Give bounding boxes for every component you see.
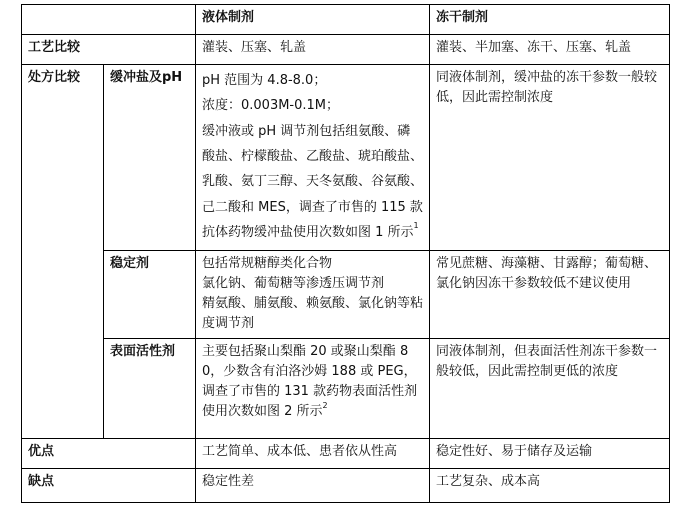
header-row xyxy=(22,5,670,35)
advantages-row xyxy=(22,438,670,468)
stabilizer-row xyxy=(22,251,670,339)
surfactant-label: 表面活性剂 xyxy=(104,338,196,438)
process-liquid: 灌装、压塞、轧盖 xyxy=(196,35,430,65)
surfactant-row xyxy=(22,338,670,438)
surfactant-liquid-cell xyxy=(196,338,430,438)
advantages-lyophilized: 稳定性好、易于储存及运输 xyxy=(430,438,670,468)
formulation-label: 处方比较 xyxy=(22,65,104,439)
buffer-liquid-cell xyxy=(196,65,430,251)
disadvantages-liquid: 稳定性差 xyxy=(196,468,430,502)
process-row xyxy=(22,35,670,65)
stabilizer-liquid: 包括常规糖醇类化合物 氯化钠、葡萄糖等渗透压调节剂 精氨酸、脯氨酸、赖氨酸、氯化钠等粘度调节剂 xyxy=(196,251,430,339)
header-lyophilized: 冻干制剂 xyxy=(430,5,670,35)
buffer-row xyxy=(22,65,670,251)
advantages-label: 优点 xyxy=(22,438,196,468)
disadvantages-row xyxy=(22,468,670,502)
buffer-lyophilized: 同液体制剂，缓冲盐的冻干参数一般较低，因此需控制浓度 xyxy=(430,65,670,251)
surfactant-liquid: 主要包括聚山梨酯 20 或聚山梨酯 80，少数含有泊洛沙姆 188 或 PEG，调查了市售的 131 款药物表面活性剂使用次数如图 2 所示 xyxy=(202,343,418,419)
process-lyophilized: 灌装、半加塞、冻干、压塞、轧盖 xyxy=(430,35,670,65)
buffer-liquid-ref: 1 xyxy=(413,221,419,231)
comparison-table xyxy=(21,4,670,503)
stabilizer-lyophilized: 常见蔗糖、海藻糖、甘露醇；葡萄糖、氯化钠因冻干参数较低不建议使用 xyxy=(430,251,670,339)
process-label: 工艺比较 xyxy=(22,35,196,65)
header-liquid: 液体制剂 xyxy=(196,5,430,35)
disadvantages-label: 缺点 xyxy=(22,468,196,502)
buffer-liquid: pH 范围为 4.8-8.0； 浓度：0.003M-0.1M； 缓冲液或 pH 调节剂包括组氨酸、磷酸盐、柠檬酸盐、乙酸盐、琥珀酸盐、乳酸、氨丁三醇、天冬氨酸、谷氨酸、己二酸和 MES，调查了市售的 115 款抗体药物缓冲盐使用次数如图 1 所示 xyxy=(202,73,424,241)
header-empty-cell xyxy=(22,5,196,35)
advantages-liquid: 工艺简单、成本低、患者依从性高 xyxy=(196,438,430,468)
disadvantages-lyophilized: 工艺复杂、成本高 xyxy=(430,468,670,502)
stabilizer-label: 稳定剂 xyxy=(104,251,196,339)
surfactant-lyophilized: 同液体制剂，但表面活性剂冻干参数一般较低，因此需控制更低的浓度 xyxy=(430,338,670,438)
surfactant-liquid-ref: 2 xyxy=(322,400,328,410)
buffer-label: 缓冲盐及pH xyxy=(104,65,196,251)
